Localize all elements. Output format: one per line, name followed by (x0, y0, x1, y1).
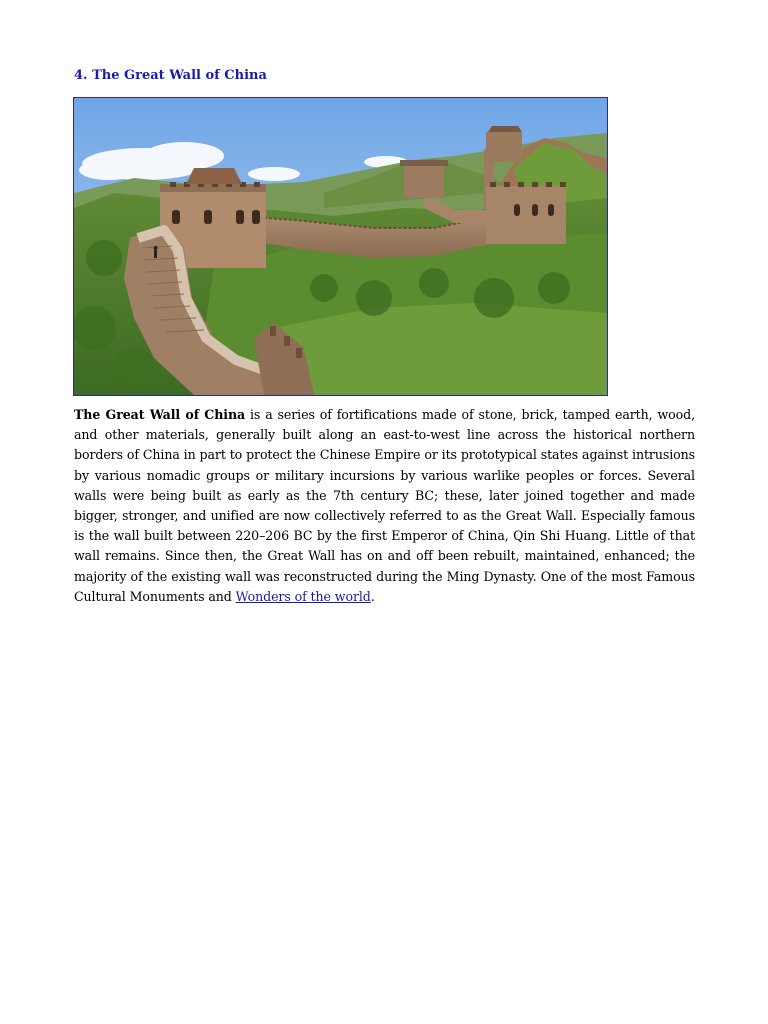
article-subject: The Great Wall of China (74, 407, 246, 422)
wonders-of-the-world-link[interactable]: Wonders of the world (235, 588, 371, 604)
article-body: is a series of fortifications made of stone, brick, tamped earth, wood, and other materials, generally built along an east-to-west line across the historical northern borders of China in part to protect the Chinese Empire or its prototypical states against intrusions by various nomadic groups or military incursions by various warlike peoples or forces. Several walls were being built as early as the 7th century BC; these, later joined together and made bigger, stronger, and unified are now collectively referred to as the Great Wall. Especially famous is the wall built between 220–206 BC by the first Emperor of China, Qin Shi Huang. Little of that wall remains. Since then, the Great Wall has on and off been rebuilt, maintained, enhanced; the majority of the existing wall was reconstructed during the Ming Dynasty. One of the most Famous Cultural Monuments and (74, 407, 695, 604)
article-paragraph (74, 405, 695, 607)
great-wall-photo (73, 97, 608, 396)
great-wall-illustration (74, 98, 607, 395)
article-trailing: . (370, 588, 375, 604)
section-heading: 4. The Great Wall of China (74, 68, 267, 83)
